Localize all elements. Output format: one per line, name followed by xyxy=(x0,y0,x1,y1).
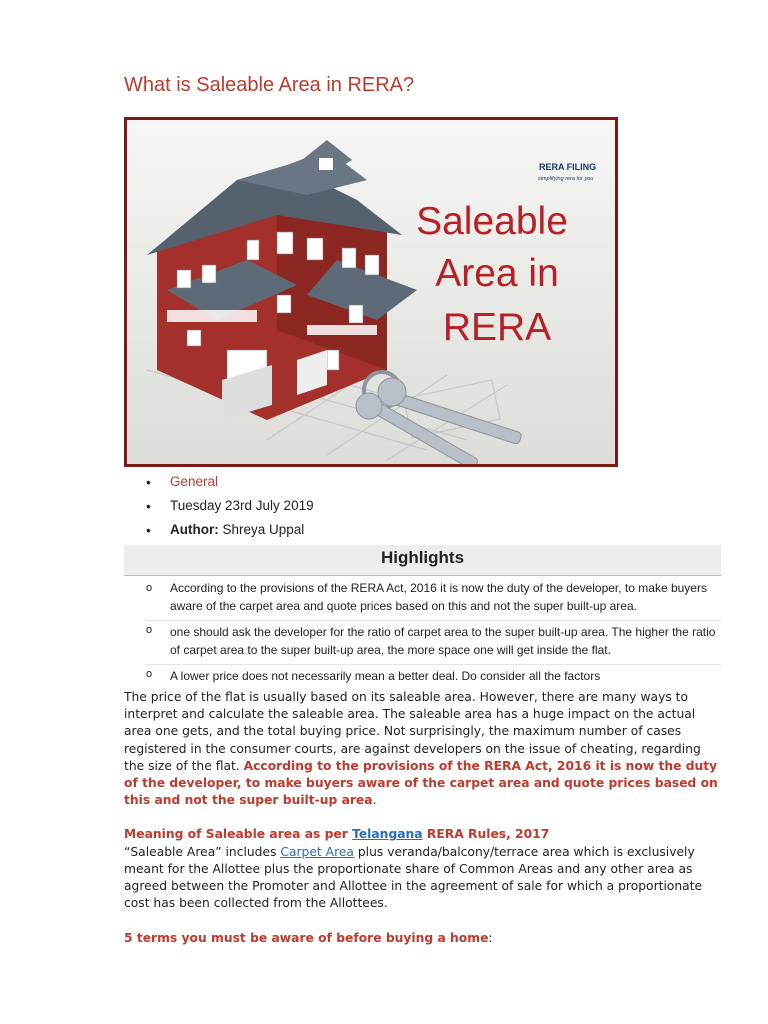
category-link[interactable]: • General xyxy=(146,472,314,496)
section-heading: Meaning of Saleable area as per Telangana RERA Rules, 2017 xyxy=(124,827,550,842)
article-body xyxy=(124,689,720,965)
highlights-list xyxy=(146,579,721,690)
article-meta xyxy=(146,472,314,544)
highlights-heading: Highlights xyxy=(124,545,721,576)
telangana-link[interactable]: Telangana xyxy=(352,827,423,842)
svg-text:RERA FILING: RERA FILING xyxy=(539,162,597,172)
hero-image xyxy=(124,117,618,467)
hero-headline-2: Area in xyxy=(435,252,559,295)
author: • Author: Shreya Uppal xyxy=(146,520,314,544)
highlight-item: o one should ask the developer for the ratio of carpet area to the super built-up area. The higher the ratio of carpet area to the super built-up area, the more space one will get inside the flat. xyxy=(146,620,721,659)
page-title: What is Saleable Area in RERA? xyxy=(124,74,415,96)
carpet-area-link[interactable]: Carpet Area xyxy=(280,844,354,859)
publish-date: • Tuesday 23rd July 2019 xyxy=(146,496,314,520)
highlight-item: o A lower price does not necessarily mean a better deal. Do consider all the factors xyxy=(146,664,721,685)
terms-heading: 5 terms you must be aware of before buying a home: xyxy=(124,931,493,946)
hero-headline-1: Saleable xyxy=(416,200,568,243)
highlight-item: o According to the provisions of the RERA Act, 2016 it is now the duty of the developer, to make buyers aware of the carpet area and quote prices based on this and not the super built-up area. xyxy=(146,579,721,615)
saleable-area-section: Meaning of Saleable area as per Telangana RERA Rules, 2017 “Saleable Area” includes Carpet Area plus veranda/balcony/terrace area which is exclusively meant for the Allottee plus the proportionate share of Common Areas and any other area as agreed between the Promoter and Allottee in the agreement of sale for which a proportionate cost has been collected from the Allottees. xyxy=(124,827,703,911)
hero-headline-3: RERA xyxy=(442,306,552,349)
intro-paragraph: The price of the flat is usually based on its saleable area. However, there are many ways to interpret and calculate the saleable area. The saleable area has a huge impact on the actual area one gets, and the total buying price. Not surprisingly, the maximum number of cases registered in the consumer courts, are against developers on the issue of cheating, regarding the size of the flat. According to the provisions of the RERA Act, 2016 it is now the duty of the developer, to make buyers aware of the carpet area and quote prices based on this and not the super built-up area. xyxy=(124,690,718,808)
svg-text:simplifying rera for you: simplifying rera for you xyxy=(538,176,594,182)
